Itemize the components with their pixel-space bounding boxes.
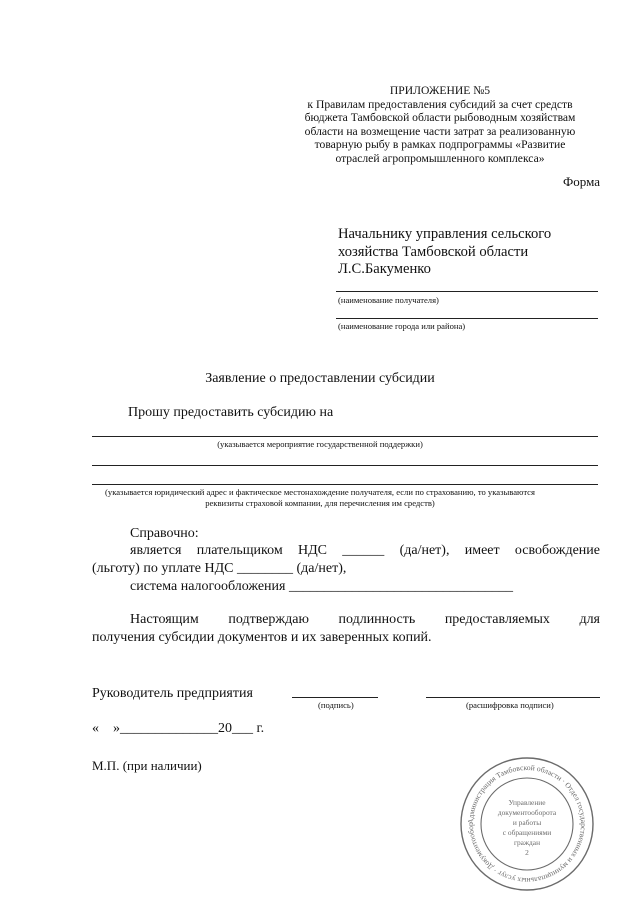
recipient-line: хозяйства Тамбовской области — [338, 243, 529, 260]
date-line: « »______________20___ г. — [92, 721, 265, 736]
seal-note: М.П. (при наличии) — [92, 758, 202, 773]
appendix-line: бюджета Тамбовской области рыбоводным хозяйствам — [304, 111, 576, 125]
confirm-line-2: получения субсидии документов и их заверенных копий. — [92, 630, 432, 645]
address-caption-2: реквизиты страховой компании, для перечисления им средств) — [205, 498, 435, 508]
office-stamp — [458, 755, 596, 893]
signature-label: Руководитель предприятия — [92, 686, 253, 701]
stamp-inner-line: и работы — [512, 818, 542, 827]
reference-line-vat: является плательщиком НДС ______ (да/нет), имеет освобождение — [130, 543, 600, 558]
form-label: Форма — [563, 174, 600, 189]
address-line-1[interactable] — [92, 465, 598, 466]
stamp-inner-line: Управление — [508, 798, 546, 807]
stamp-graphic — [458, 755, 596, 893]
recipient-city-line[interactable] — [336, 318, 598, 319]
recipient-name-line[interactable] — [336, 291, 598, 292]
recipient-block — [338, 226, 551, 279]
reference-line-tax-system: система налогообложения ________________________________ — [130, 579, 513, 594]
reference-label: Справочно: — [130, 526, 199, 541]
signature-line[interactable] — [292, 697, 378, 698]
statement-title: Заявление о предоставлении субсидии — [205, 371, 435, 386]
stamp-inner-line: с обращениями — [502, 828, 552, 837]
address-line-2[interactable] — [92, 484, 598, 485]
appendix-line: области на возмещение части затрат за реализованную — [304, 124, 576, 138]
confirm-line-1: Настоящим подтверждаю подлинность предоставляемых для — [130, 612, 600, 627]
appendix-title: ПРИЛОЖЕНИЕ №5 — [389, 84, 491, 97]
recipient-name-caption: (наименование получателя) — [338, 295, 439, 305]
measure-caption: (указывается мероприятие государственной поддержки) — [217, 439, 423, 449]
recipient-city-caption: (наименование города или района) — [338, 321, 466, 331]
reference-line-exemption: (льготу) по уплате НДС ________ (да/нет), — [92, 561, 347, 576]
signature-caption: (подпись) — [318, 700, 354, 710]
measure-line[interactable] — [92, 436, 598, 437]
appendix-line: к Правилам предоставления субсидий за счет средств — [307, 97, 573, 111]
signature-decode-line[interactable] — [426, 697, 600, 698]
address-caption: (указывается юридический адрес и фактическое местонахождение получателя, если по страхованию, то указываются — [105, 487, 535, 497]
recipient-line: Начальнику управления сельского — [338, 226, 552, 242]
stamp-inner-line: документооборота — [497, 808, 557, 817]
appendix-line: отраслей агропромышленного комплекса» — [335, 151, 545, 165]
stamp-inner-line: 2 — [525, 848, 529, 857]
stamp-inner-line: граждан — [513, 838, 541, 847]
recipient-line: Л.С.Бакуменко — [338, 261, 431, 278]
appendix-header — [280, 84, 600, 166]
appendix-line: товарную рыбу в рамках подпрограммы «Развитие — [314, 138, 566, 152]
stamp-outer-text: Администрация Тамбовской области · Отдел государственных и муниципальных услуг · Документообор — [465, 762, 589, 886]
request-text: Прошу предоставить субсидию на — [128, 405, 334, 420]
signature-decode-caption: (расшифровка подписи) — [466, 700, 554, 710]
